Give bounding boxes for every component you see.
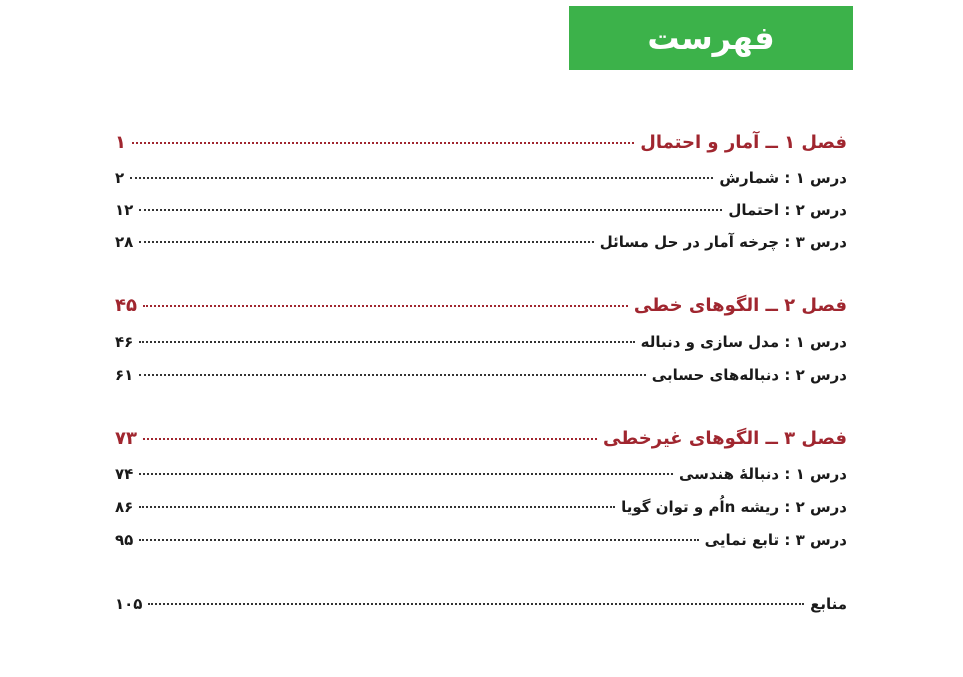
sources-page: ۱۰۵ <box>115 595 143 613</box>
dot-leader <box>132 142 634 144</box>
chapter-label: فصل ۳ ــ الگوهای غیرخطی <box>603 428 847 449</box>
toc-lesson-1-3[interactable] <box>115 233 847 251</box>
lesson-page: ۲ <box>115 169 125 187</box>
toc-title-banner <box>569 6 853 70</box>
toc-sources[interactable] <box>115 595 847 613</box>
lesson-label: درس ۱ : شمارش <box>719 169 847 187</box>
chapter-label: فصل ۲ ــ الگوهای خطی <box>633 295 847 316</box>
lesson-label: درس ۱ : مدل سازی و دنباله <box>640 333 847 351</box>
toc-chapter-1[interactable] <box>115 132 847 153</box>
dot-leader <box>139 241 593 243</box>
dot-leader <box>130 177 713 179</box>
lesson-label: درس ۳ : تابع نمایی <box>704 531 847 549</box>
chapter-page: ۷۳ <box>115 428 137 449</box>
dot-leader <box>139 209 722 211</box>
lesson-page: ۹۵ <box>115 531 134 549</box>
lesson-page: ۱۲ <box>115 201 134 219</box>
toc-lesson-1-1[interactable] <box>115 169 847 187</box>
dot-leader <box>143 438 597 440</box>
dot-leader <box>139 374 645 376</box>
toc-lesson-3-3[interactable] <box>115 531 847 549</box>
toc-chapter-2[interactable] <box>115 295 847 316</box>
lesson-label: درس ۲ : احتمال <box>728 201 847 219</box>
lesson-page: ۶۱ <box>115 366 134 384</box>
chapter-page: ۴۵ <box>115 295 137 316</box>
toc-lesson-2-1[interactable] <box>115 333 847 351</box>
toc-lesson-2-2[interactable] <box>115 366 847 384</box>
lesson-label: درس ۳ : چرخه آمار در حل مسائل <box>599 233 847 251</box>
dot-leader <box>139 539 698 541</box>
toc-lesson-3-2[interactable] <box>115 498 847 516</box>
toc-lesson-3-1[interactable] <box>115 465 847 483</box>
chapter-label: فصل ۱ ــ آمار و احتمال <box>640 132 847 153</box>
dot-leader <box>143 305 628 307</box>
lesson-page: ۴۶ <box>115 333 134 351</box>
sources-label: منابع <box>810 595 847 613</box>
lesson-page: ۲۸ <box>115 233 134 251</box>
lesson-label: درس ۲ : ریشه nاُم و توان گویا <box>621 498 847 516</box>
chapter-page: ۱ <box>115 132 126 153</box>
dot-leader <box>148 603 804 605</box>
lesson-page: ۸۶ <box>115 498 134 516</box>
toc-title: فهرست <box>647 19 775 57</box>
lesson-page: ۷۴ <box>115 465 134 483</box>
lesson-label: درس ۱ : دنبالهٔ هندسی <box>678 465 847 483</box>
dot-leader <box>139 341 634 343</box>
lesson-label: درس ۲ : دنباله‌های حسابی <box>651 366 847 384</box>
dot-leader <box>139 506 615 508</box>
toc-lesson-1-2[interactable] <box>115 201 847 219</box>
toc-chapter-3[interactable] <box>115 428 847 449</box>
dot-leader <box>139 473 673 475</box>
